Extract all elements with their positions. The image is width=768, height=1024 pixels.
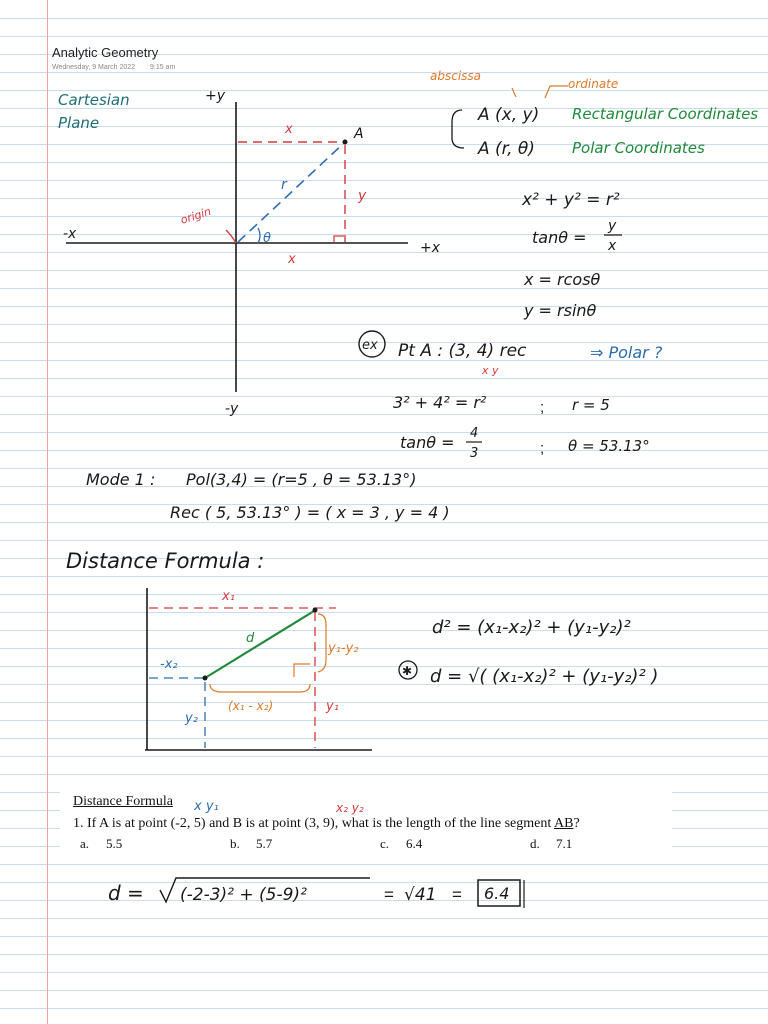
question-heading: Distance Formula xyxy=(73,794,173,809)
page-title[interactable]: Analytic Geometry xyxy=(52,45,159,60)
y1-label: y₁ xyxy=(326,699,339,714)
question-text-segment: AB xyxy=(553,816,574,831)
y-side-label: y xyxy=(358,188,367,204)
point-a-label: A xyxy=(354,126,364,142)
option-letter: d. xyxy=(530,836,540,851)
ordinate-label: ordinate xyxy=(568,77,619,91)
y1-y2-label: y₁-y₂ xyxy=(328,641,359,656)
solution-radicand: (-2-3)² + (5-9)² xyxy=(180,885,307,905)
page-date: Wednesday, 9 March 2022 xyxy=(52,64,136,71)
solution-equals-1: = xyxy=(384,885,394,904)
eq-pythagoras: x² + y² = r² xyxy=(522,190,620,210)
abscissa-label: abscissa xyxy=(430,69,482,83)
calc-r-result: r = 5 xyxy=(572,396,610,414)
option-letter: a. xyxy=(80,836,90,851)
mode-label: Mode 1 : xyxy=(86,470,156,489)
cartesian-heading-2: Plane xyxy=(58,114,100,132)
option-value: 5.7 xyxy=(256,836,273,851)
example-to-polar: ⇒ Polar ? xyxy=(590,343,663,362)
polar-point: A (r, θ) xyxy=(478,139,535,159)
x1-x2-label: (x₁ - x₂) xyxy=(228,699,274,713)
calc-semicolon-2: ; xyxy=(540,440,545,457)
calc-tan-lhs: tanθ = xyxy=(400,433,455,452)
neg-x-label: -x xyxy=(63,226,77,242)
x1-label: x₁ xyxy=(222,589,235,604)
distance-heading: Distance Formula : xyxy=(66,549,265,573)
solution-sqrt41: √41 xyxy=(404,885,437,905)
solution-equals-2: = xyxy=(452,885,462,904)
mode-line-2: Rec ( 5, 53.13° ) = ( x = 3 , y = 4 ) xyxy=(170,503,450,522)
option-letter: b. xyxy=(230,836,240,851)
x-bottom-label: x xyxy=(288,252,296,267)
formula-root: d = √( (x₁-x₂)² + (y₁-y₂)² ) xyxy=(430,666,659,687)
question-text-end: ? xyxy=(573,816,580,831)
neg-x2-label: -x₂ xyxy=(160,657,178,672)
r-label: r xyxy=(281,177,287,193)
example-xy-marks: x y xyxy=(482,364,499,377)
origin-label: origin xyxy=(178,204,213,227)
option-letter: c. xyxy=(380,836,390,851)
page-time: 9:15 am xyxy=(150,64,176,71)
eq-y-rsin: y = rsinθ xyxy=(524,301,597,320)
calc-pythagoras: 3² + 4² = r² xyxy=(393,393,487,412)
rect-name: Rectangular Coordinates xyxy=(572,105,759,123)
example-point: Pt A : (3, 4) rec xyxy=(398,341,527,361)
option-value: 7.1 xyxy=(556,836,573,851)
note-x2-y2: x₂ y₂ xyxy=(336,801,364,815)
x-top-label: x xyxy=(285,122,293,137)
formula-squared: d² = (x₁-x₂)² + (y₁-y₂)² xyxy=(432,617,631,638)
pos-y-label: +y xyxy=(205,88,226,104)
rect-point: A (x, y) xyxy=(478,105,540,125)
neg-y-label: -y xyxy=(225,401,239,417)
calc-semicolon-1: ; xyxy=(540,399,545,416)
eq-tan-num: y xyxy=(608,218,617,234)
calc-tan-den: 3 xyxy=(470,446,479,461)
solution-lhs: d = xyxy=(108,881,144,905)
question-text-main: 1. If A is at point (-2, 5) and B is at point (3, 9), what is the length of the line segment xyxy=(73,816,554,831)
calc-theta-result: θ = 53.13° xyxy=(568,437,650,455)
answer-value: 6.4 xyxy=(484,884,510,903)
option-value: 6.4 xyxy=(406,836,423,851)
pos-x-label: +x xyxy=(420,240,441,256)
theta-label: θ xyxy=(263,231,271,246)
calc-tan-num: 4 xyxy=(470,426,479,441)
option-value: 5.5 xyxy=(106,836,123,851)
star-icon: ✱ xyxy=(402,664,413,678)
y2-label: y₂ xyxy=(185,711,198,726)
polar-name: Polar Coordinates xyxy=(572,139,705,157)
eq-tan-lhs: tanθ = xyxy=(532,228,587,247)
eq-x-rcos: x = rcosθ xyxy=(524,270,601,289)
cartesian-heading-1: Cartesian xyxy=(58,91,130,109)
eq-tan-den: x xyxy=(608,238,617,254)
ex-label: ex xyxy=(362,338,378,353)
d-label: d xyxy=(246,631,255,646)
mode-line-1: Pol(3,4) = (r=5 , θ = 53.13°) xyxy=(186,470,417,489)
note-x-y1: x y₁ xyxy=(194,799,219,814)
